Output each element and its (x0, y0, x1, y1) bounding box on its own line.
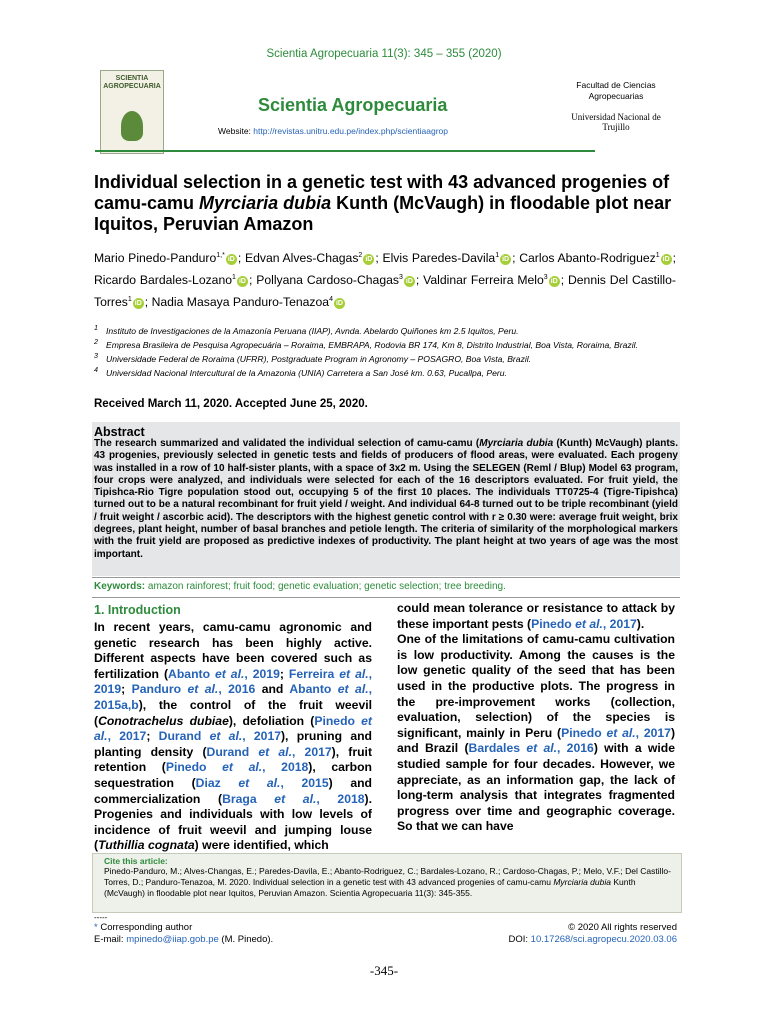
website-line (218, 126, 448, 136)
affiliation-item (94, 365, 684, 379)
author-name: Pollyana Cardoso-Chagas (256, 273, 399, 288)
citation-link[interactable]: Abanto et al., 2019 (168, 666, 280, 681)
body-text: could mean tolerance or resistance to attack by these important pests ( (397, 601, 675, 631)
doi-line (509, 934, 678, 945)
author-name: Ricardo Bardales-Lozano (94, 273, 233, 288)
faculty-block (558, 80, 674, 132)
logo-line2: AGROPECUARIA (103, 83, 161, 90)
doi-link[interactable]: 10.17268/sci.agropecu.2020.03.06 (530, 934, 677, 945)
author-affiliation-mark: 1 (495, 252, 500, 259)
abstract-species: Myrciaria dubia (479, 438, 554, 449)
citation-link[interactable]: Pinedo et al., 2017 (94, 713, 372, 744)
author-name: Dennis Del Castillo-Torres (94, 273, 676, 310)
faculty-line2: Agropecuarias (588, 91, 644, 101)
copyright: © 2020 All rights reserved (568, 922, 677, 933)
cite-species: Myrciaria dubia (553, 877, 611, 887)
species-name: Tuthillia cognata (98, 838, 195, 853)
keywords-divider (92, 597, 680, 598)
species-name: Conotrachelus dubiae (98, 713, 229, 728)
affiliations (94, 323, 684, 378)
faculty-line1: Facultad de Ciencias (576, 80, 656, 90)
author-name: Carlos Abanto-Rodriguez (519, 251, 656, 266)
logo-line1: SCIENTIA (115, 75, 149, 82)
abstract-p1: The research summarized and validated the individual selection of camu-camu ( (94, 438, 480, 449)
author-affiliation-mark: 4 (329, 296, 333, 304)
body-text: ) were identified, which (194, 838, 329, 853)
corresponding-mark: * (94, 922, 98, 933)
cite-text (104, 866, 674, 899)
body-text: ; (146, 729, 159, 744)
abstract-heading: Abstract (94, 425, 145, 439)
affiliation-number: 3 (94, 351, 98, 360)
received-dates: Received March 11, 2020. Accepted June 25, 2020. (94, 398, 368, 410)
citation-link[interactable]: Pinedo et al., 2017 (561, 725, 671, 740)
citation-link[interactable]: Braga et al., 2018 (222, 791, 365, 806)
abstract-text (94, 438, 678, 561)
citation-link[interactable]: Bardales et al., 2016 (468, 741, 594, 756)
author-list: Mario Pinedo-Panduro$^{1,*}$iD ; Edvan Alves-Chagas$^2$iD ; Elvis Paredes-Davila$^1$iD ; Carlos Abanto-Rodriguez$^1$iD ; Ricardo Bardales-Lozano$^1$iD ; Pollyana Cardoso-Chagas$^3$iD ; Valdinar Ferreira Melo$^3$iD ; Dennis Del Castillo-Torres$^1$iD ; Nadia Masaya Panduro-Tenazoa$^4$iD (94, 251, 677, 310)
body-text: ), fruit retention ( (94, 744, 373, 775)
orcid-icon[interactable]: iD (238, 278, 246, 286)
title-part2: Kunth (McVaugh) in floodable plot near Iquitos, Peruvian Amazon (94, 193, 672, 234)
citation-link[interactable]: Pinedo et al., 2018 (165, 760, 309, 775)
corresponding-text: Corresponding author (100, 922, 193, 933)
body-text: ; (121, 682, 132, 697)
website-link[interactable]: http://revistas.unitru.edu.pe/index.php/scientiaagrop (253, 126, 448, 136)
citation-link[interactable]: Durand et al., 2017 (206, 744, 332, 759)
email-link[interactable]: mpinedo@iiap.gob.pe (126, 934, 219, 945)
body-text: ), pruning and planting density ( (94, 729, 372, 759)
journal-reference: Scientia Agropecuaria 11(3): 345 – 355 (2020) (266, 48, 502, 60)
affiliation-number: 2 (94, 337, 98, 346)
body-text: ; (279, 666, 289, 681)
citation-link[interactable]: Pinedo et al., 2017 (531, 616, 637, 631)
article-title (94, 172, 694, 235)
email-label: E-mail: (94, 934, 124, 945)
intro-column-2 (397, 601, 675, 835)
university-logo (558, 112, 674, 132)
orcid-icon[interactable]: iD (134, 300, 142, 308)
author-affiliation-mark: 1 (232, 274, 236, 282)
introduction-heading: 1. Introduction (94, 603, 181, 617)
author-name: Elvis Paredes-Davila (382, 251, 496, 266)
body-text: ), carbon sequestration ( (94, 760, 372, 790)
title-part1: Individual selection in a genetic test with 43 advanced progenies of camu-camu (94, 172, 670, 213)
citation-link[interactable]: Diaz et al., 2015 (195, 775, 329, 790)
author-affiliation-mark: 2 (358, 252, 363, 259)
body-text: ), defoliation ( (228, 713, 315, 728)
university-line1: Universidad Nacional de (571, 112, 661, 122)
journal-title: Scientia Agropecuaria (258, 95, 448, 115)
affiliation-text: Empresa Brasileira de Pesquisa Agropecuária – Roraima, EMBRAPA, Rodovia BR 174, Km 8, Distrito Industrial, Boa Vista, Roraima, Brazil. (105, 339, 638, 350)
page-number: -345- (369, 963, 399, 978)
affiliation-text: Universidad Nacional Intercultural de la Amazonia (UNIA) Carretera a San José km. 0.63, Pucallpa, Peru. (105, 367, 507, 378)
author-name: Valdinar Ferreira Melo (423, 273, 544, 288)
citation-link[interactable]: Durand et al., 2017 (158, 729, 281, 744)
header-divider (95, 150, 595, 152)
author-affiliation-mark: 3 (398, 274, 403, 282)
orcid-icon[interactable]: iD (335, 300, 343, 308)
doi-label: DOI: (508, 934, 529, 945)
affiliation-item (94, 323, 684, 337)
affiliation-text: Universidade Federal de Roraima (UFRR), Postgraduate Program in Agronomy – POSAGRO, Boa Vista, Brazil. (105, 353, 532, 364)
intro-column-1 (94, 620, 372, 854)
keywords-label: Keywords: (94, 581, 146, 592)
title-species: Myrciaria dubia (199, 193, 332, 213)
affiliation-item (94, 337, 684, 351)
email-line (94, 934, 273, 945)
email-suffix: (M. Pinedo). (221, 934, 274, 945)
keywords-text: amazon rainforest; fruit food; genetic evaluation; genetic selection; tree breeding. (147, 581, 506, 592)
abstract-divider (92, 577, 680, 578)
keywords (94, 581, 678, 592)
author-affiliation-mark: 3 (543, 274, 548, 282)
affiliation-item (94, 351, 684, 365)
body-text: In recent years, camu-camu agronomic and genetic research has been highly active. Different aspects have been covered such as fertilization ( (94, 620, 372, 681)
affiliation-number: 1 (94, 324, 98, 332)
university-line2: Trujillo (602, 122, 630, 132)
footnote-rule: ----- (94, 913, 108, 922)
orcid-icon[interactable]: iD (365, 256, 373, 264)
journal-logo (100, 70, 164, 154)
author-affiliation-mark: 1,* (216, 252, 225, 259)
affiliation-text: Instituto de Investigaciones de la Amazonía Peruana (IIAP), Avnda. Abelardo Quiñones km 2.5 Iquitos, Peru. (105, 325, 519, 336)
author-affiliation-mark: 1 (655, 252, 660, 259)
author-affiliation-mark: 1 (127, 296, 132, 304)
citation-link[interactable]: Abanto et al., 2015a,b (94, 682, 372, 712)
orcid-icon[interactable]: iD (550, 278, 558, 286)
body-text: ), the control of the fruit weevil ( (94, 697, 372, 728)
corresponding-note (94, 922, 192, 933)
body-text: One of the limitations of camu-camu cultivation is low productivity. Among the causes is the low genetic quality of the seed that has been used in the productive plots. The progress in the pre-improvement works (collection, evaluation, selection) of the species is significant, mainly in Peru ( (397, 632, 675, 740)
orcid-icon[interactable]: iD (662, 256, 670, 264)
author-name: Mario Pinedo-Panduro (94, 251, 217, 266)
body-text: ) and commercialization ( (94, 775, 372, 806)
author-name: Nadia Masaya Panduro-Tenazoa (151, 295, 330, 310)
cite-p1: Pinedo-Panduro, M.; Alves-Changas, E.; Paredes-Davila, E.; Abanto-Rodriguez, C.; Bardales-Lozano, R.; Cardoso-Chagas, P.; Melo, V.F.; Del Castillo-Torres, D.; Panduro-Tenazoa, M. 2020. Individual selection in a genetic test with 43 advanced progenies of camu-camu (104, 866, 671, 887)
body-text: ) and Brazil ( (397, 725, 676, 756)
orcid-icon[interactable]: iD (227, 256, 235, 264)
affiliation-number: 4 (94, 365, 98, 374)
abstract-p2: (Kunth) McVaugh) plants. 43 progenies, previously selected in genetic tests and fields of producers of flood areas, were evaluated. Each progeny was installed in a row of 10 half-sister plants, with a space of 3x2 m. Using the SELEGEN (Reml / Blup) Model 63 program, four crops were analyzed, and individuals were selected for each of the 16 descriptors evaluated. For fruit yield, the Tipishca-Rio Tigre population stood out, occupying 5 of the first 10 places. The individuals TT0725-4 (Tigre-Tipishca) turned out to be a natural recombinant for fruit yield / weight. And individual 64-8 turned out to be triple recombinant (yield / fruit weight / ascorbic acid). The descriptors with the highest genetic control with r ≥ 0.30 were: average fruit weight, brix degrees, plant height, number of basal branches and petiole length. The criteria of similarity of the morphological markers with the fruit yield are proposed as predictive indexes of productivity. The plant height at two years of age was the most important. (94, 438, 679, 560)
body-text: and (255, 682, 290, 697)
plant-icon (121, 111, 143, 141)
body-text: ). Progenies and individuals with low levels of incidence of fruit weevil and jumping louse ( (94, 791, 372, 853)
website-label: Website: (218, 126, 251, 136)
orcid-icon[interactable]: iD (502, 256, 510, 264)
cite-heading: Cite this article: (104, 856, 168, 866)
author-name: Edvan Alves-Chagas (244, 251, 359, 266)
orcid-icon[interactable]: iD (405, 278, 413, 286)
cite-p2: Kunth (McVaugh) in floodable plot near Iquitos, Peruvian Amazon. Scientia Agropecuaria 11(3): 345-355. (104, 877, 636, 898)
citation-link[interactable]: Ferreira et al., 2019 (94, 666, 373, 697)
citation-link[interactable]: Panduro et al., 2016 (131, 682, 256, 697)
body-text: ) with a wide studied sample for four decades. However, we appreciate, as an information gap, the lack of long-term analysis that integrates fragmented progress over time and geographic coverage. So that we can have (397, 741, 676, 834)
body-text: ). (636, 616, 645, 631)
